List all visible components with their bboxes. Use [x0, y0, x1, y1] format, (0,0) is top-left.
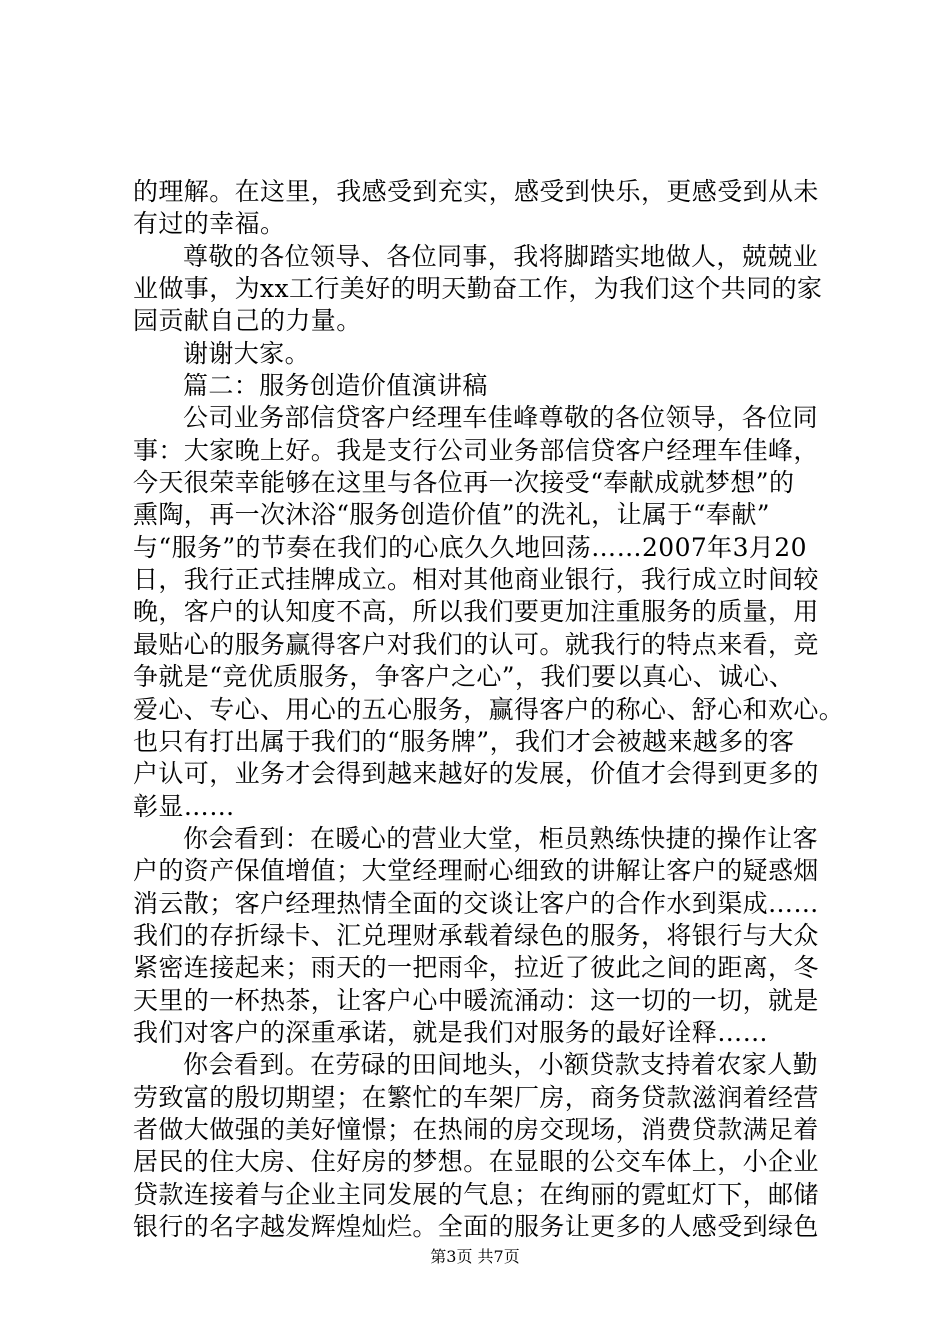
text-line: 事：大家晚上好。我是支行公司业务部信贷客户经理车佳峰， — [133, 435, 819, 465]
text-line: 户的资产保值增值；大堂经理耐心细致的讲解让客户的疑惑烟 — [133, 856, 819, 886]
text-line: 与“服务”的节奏在我们的心底久久地回荡……2007年3月20 — [133, 532, 807, 562]
text-line: 你会看到。在劳碌的田间地头，小额贷款支持着农家人勤 — [183, 1050, 819, 1080]
section-heading: 篇二：服务创造价值演讲稿 — [183, 371, 488, 401]
text-line: 紧密连接起来；雨天的一把雨伞，拉近了彼此之间的距离，冬 — [133, 953, 819, 983]
text-line: 爱心、专心、用心的五心服务，赢得客户的称心、舒心和欢心。 — [133, 694, 845, 724]
page-footer — [0, 1244, 950, 1267]
text-line: 日，我行正式挂牌成立。相对其他商业银行，我行成立时间较 — [133, 565, 819, 595]
text-line: 我们的存折绿卡、汇兑理财承载着绿色的服务，将银行与大众 — [133, 920, 819, 950]
text-line: 贷款连接着与企业主同发展的气息；在绚丽的霓虹灯下，邮储 — [133, 1179, 819, 1209]
text-line: 我们对客户的深重承诺，就是我们对服务的最好诠释…… — [133, 1017, 769, 1047]
text-line: 有过的幸福。 — [133, 209, 286, 239]
text-line: 尊敬的各位领导、各位同事，我将脚踏实地做人，兢兢业 — [183, 241, 819, 271]
text-line: 园贡献自己的力量。 — [133, 306, 362, 336]
text-line: 谢谢大家。 — [183, 338, 311, 368]
text-line: 晚，客户的认知度不高，所以我们要更加注重服务的质量，用 — [133, 597, 819, 627]
text-line: 彰显…… — [133, 791, 235, 821]
text-line: 今天很荣幸能够在这里与各位再一次接受“奉献成就梦想”的 — [133, 468, 795, 498]
text-line: 消云散；客户经理热情全面的交谈让客户的合作水到渠成…… — [133, 888, 819, 918]
text-line: 争就是“竞优质服务，争客户之心”，我们要以真心、诚心、 — [133, 662, 795, 692]
text-line: 劳致富的殷切期望；在繁忙的车架厂房，商务贷款滋润着经营 — [133, 1082, 819, 1112]
text-line: 业做事，为xx工行美好的明天勤奋工作，为我们这个共同的家 — [133, 274, 823, 304]
page-number: 第3页 共7页 — [430, 1247, 520, 1266]
text-line: 的理解。在这里，我感受到充实，感受到快乐，更感受到从未 — [133, 177, 819, 206]
document-body — [133, 176, 845, 1243]
text-line: 天里的一杯热茶，让客户心中暖流涌动：这一切的一切，就是 — [133, 985, 819, 1015]
text-line: 你会看到：在暖心的营业大堂，柜员熟练快捷的操作让客 — [183, 823, 819, 853]
text-line: 银行的名字越发辉煌灿烂。全面的服务让更多的人感受到绿色 — [133, 1212, 819, 1241]
text-line: 也只有打出属于我们的“服务牌”，我们才会被越来越多的客 — [133, 726, 795, 756]
text-line: 者做大做强的美好憧憬；在热闹的房交现场，消费贷款满足着 — [133, 1114, 819, 1144]
text-line: 公司业务部信贷客户经理车佳峰尊敬的各位领导，各位同 — [183, 403, 819, 433]
text-line: 最贴心的服务赢得客户对我们的认可。就我行的特点来看，竞 — [133, 629, 819, 659]
text-line: 居民的住大房、住好房的梦想。在显眼的公交车体上，小企业 — [133, 1147, 819, 1177]
text-line: 户认可，业务才会得到越来越好的发展，价值才会得到更多的 — [133, 759, 819, 789]
text-line: 熏陶，再一次沐浴“服务创造价值”的洗礼，让属于“奉献” — [133, 500, 770, 530]
